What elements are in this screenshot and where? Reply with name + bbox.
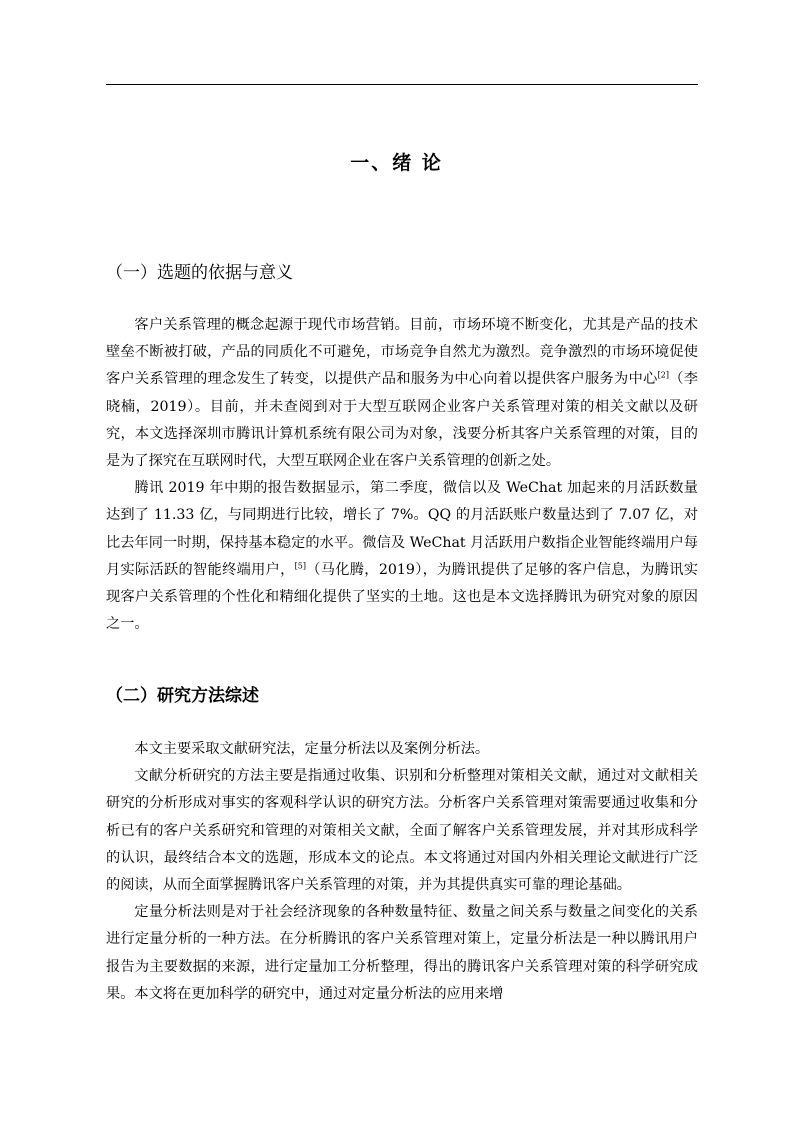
paragraph-text: 腾讯 2019 年中期的报告数据显示，第二季度，微信以及 WeChat 加起来的月活跃数量达到了 11.33 亿，与同期进行比较，增长了 7%。QQ 的月活跃账户数量达到了 7.07 亿，对比去年同一时期，保持基本稳定的水平。微信及 WeChat 月活跃用户数指企业智能终端用户每月实际活跃的智能终端用户， — [106, 480, 698, 578]
citation-marker: [2] — [657, 370, 669, 380]
paragraph: 文献分析研究的方法主要是指通过收集、识别和分析整理对策相关文献，通过对文献相关研究的分析形成对事实的客观科学认识的研究方法。分析客户关系管理对策需要通过收集和分析已有的客户关系研究和管理的对策相关文献，全面了解客户关系管理发展，并对其形成科学的认识，最终结合本文的选题，形成本文的论点。本文将通过对国内外相关理论文献进行广泛的阅读，从而全面掌握腾讯客户关系管理的对策，并为其提供真实可靠的理论基础。 — [106, 768, 698, 894]
paragraph — [106, 475, 698, 638]
section-body-methods — [106, 736, 698, 1008]
section-body-basis — [106, 312, 698, 638]
paragraph — [106, 312, 698, 475]
paragraph-text: （马化腾，2019），为腾讯提供了足够的客户信息，为腾讯实现客户关系管理的个性化和精细化提供了坚实的土地。这也是本文选择腾讯为研究对象的原因之一。 — [106, 561, 698, 633]
paragraph-text: 客户关系管理的概念起源于现代市场营销。目前，市场环境不断变化，尤其是产品的技术壁垒不断被打破，产品的同质化不可避免，市场竞争自然尤为激烈。竞争激烈的市场环境促使客户关系管理的理念发生了转变，以提供产品和服务为中心向着以提供客户服务为中心 — [106, 317, 698, 388]
header-rule — [106, 84, 698, 85]
paragraph: 本文主要采取文献研究法，定量分析法以及案例分析法。 — [134, 741, 490, 757]
section-heading-basis: （一）选题的依据与意义 — [106, 263, 293, 283]
paragraph-text: （李晓楠，2019）。目前，并未查阅到对于大型互联网企业客户关系管理对策的相关文献以及研究，本文选择深圳市腾讯计算机系统有限公司为对象，浅要分析其客户关系管理的对策，目的是为了探究在互联网时代，大型互联网企业在客户关系管理的创新之处。 — [106, 371, 698, 470]
chapter-title: 一、绪 论 — [350, 152, 443, 174]
paragraph: 定量分析法则是对于社会经济现象的各种数量特征、数量之间关系与数量之间变化的关系进行定量分析的一种方法。在分析腾讯的客户关系管理对策上，定量分析法是一种以腾讯用户报告为主要数据的来源，进行定量加工分析整理，得出的腾讯客户关系管理对策的科学研究成果。本文将在更加科学的研究中，通过对定量分析法的应用来增 — [106, 904, 698, 1002]
citation-marker: [5] — [294, 561, 306, 571]
section-heading-methods: （二）研究方法综述 — [106, 686, 259, 706]
